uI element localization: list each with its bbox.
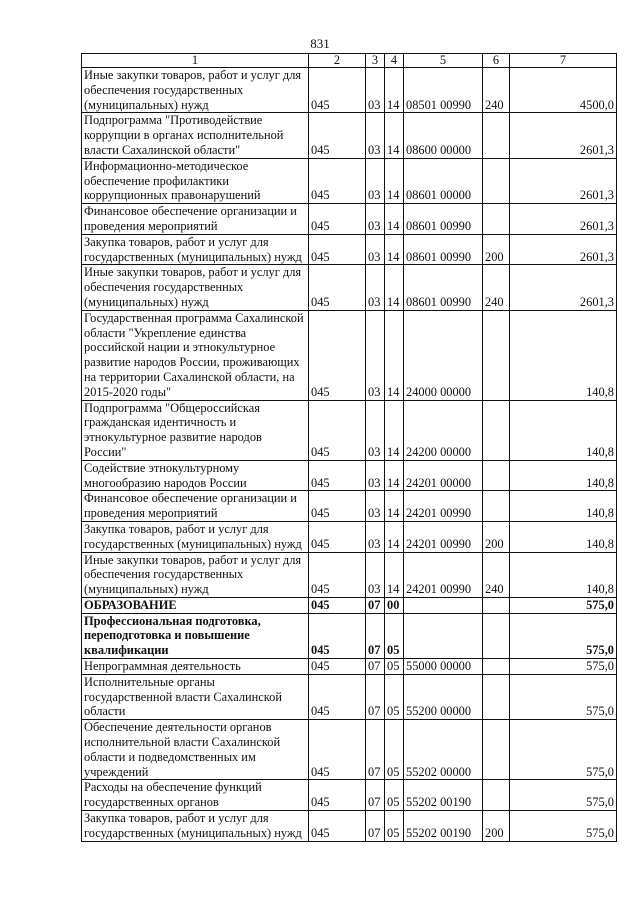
ministry-code: 045 (309, 613, 366, 658)
item-name: Содействие этнокультурному многообразию народов России (82, 460, 309, 491)
expense-type-code (483, 659, 510, 675)
expense-type-code: 240 (483, 68, 510, 113)
subsection-code: 14 (385, 204, 404, 235)
subsection-code: 14 (385, 460, 404, 491)
target-article-code: 24201 00990 (404, 491, 483, 522)
subsection-code: 14 (385, 113, 404, 158)
subsection-code: 14 (385, 265, 404, 310)
subsection-code: 05 (385, 720, 404, 780)
expense-type-code (483, 597, 510, 613)
subsection-code: 05 (385, 811, 404, 842)
section-code: 03 (366, 204, 385, 235)
expense-type-code (483, 310, 510, 400)
table-row (82, 780, 617, 811)
column-header: 5 (404, 54, 483, 68)
table-row (82, 158, 617, 203)
amount: 140,8 (510, 552, 617, 597)
ministry-code: 045 (309, 113, 366, 158)
target-article-code: 55000 00000 (404, 659, 483, 675)
amount: 575,0 (510, 674, 617, 719)
amount: 140,8 (510, 310, 617, 400)
section-code: 07 (366, 659, 385, 675)
item-name: ОБРАЗОВАНИЕ (82, 597, 309, 613)
table-row (82, 521, 617, 552)
target-article-code: 55202 00190 (404, 780, 483, 811)
ministry-code: 045 (309, 158, 366, 203)
item-name: Закупка товаров, работ и услуг для государственных (муниципальных) нужд (82, 521, 309, 552)
header-row (82, 54, 617, 68)
amount: 140,8 (510, 400, 617, 460)
ministry-code: 045 (309, 204, 366, 235)
ministry-code: 045 (309, 597, 366, 613)
amount: 2601,3 (510, 113, 617, 158)
section-code: 07 (366, 811, 385, 842)
item-name: Закупка товаров, работ и услуг для государственных (муниципальных) нужд (82, 234, 309, 265)
table-row (82, 310, 617, 400)
table-row (82, 491, 617, 522)
section-code: 07 (366, 780, 385, 811)
page-number: 831 (310, 36, 330, 51)
column-header: 4 (385, 54, 404, 68)
subsection-code: 14 (385, 158, 404, 203)
expense-type-code: 240 (483, 265, 510, 310)
ministry-code: 045 (309, 720, 366, 780)
table-row (82, 400, 617, 460)
target-article-code: 55200 00000 (404, 674, 483, 719)
target-article-code: 55202 00000 (404, 720, 483, 780)
amount: 575,0 (510, 780, 617, 811)
amount: 575,0 (510, 613, 617, 658)
table-row (82, 68, 617, 113)
target-article-code: 24201 00990 (404, 552, 483, 597)
item-name: Непрограммная деятельность (82, 659, 309, 675)
target-article-code: 24000 00000 (404, 310, 483, 400)
section-code: 03 (366, 265, 385, 310)
ministry-code: 045 (309, 521, 366, 552)
target-article-code: 24200 00000 (404, 400, 483, 460)
subsection-code: 14 (385, 400, 404, 460)
table-row (82, 265, 617, 310)
ministry-code: 045 (309, 491, 366, 522)
item-name: Расходы на обеспечение функций государственных органов (82, 780, 309, 811)
table-row (82, 234, 617, 265)
target-article-code: 08600 00000 (404, 113, 483, 158)
item-name: Иные закупки товаров, работ и услуг для обеспечения государственных (муниципальных) нужд (82, 265, 309, 310)
amount: 575,0 (510, 597, 617, 613)
section-code: 03 (366, 234, 385, 265)
section-code: 03 (366, 68, 385, 113)
target-article-code: 24201 00990 (404, 521, 483, 552)
column-header: 2 (309, 54, 366, 68)
item-name: Подпрограмма "Противодействие коррупции в органах исполнительной власти Сахалинской области" (82, 113, 309, 158)
item-name: Государственная программа Сахалинской области "Укрепление единства российской нации и этнокультурное развитие народов России, проживающих на территории Сахалинской области, на 2015-2020 годы" (82, 310, 309, 400)
expense-type-code: 240 (483, 552, 510, 597)
target-article-code: 55202 00190 (404, 811, 483, 842)
subsection-code: 05 (385, 659, 404, 675)
amount: 575,0 (510, 811, 617, 842)
item-name: Иные закупки товаров, работ и услуг для обеспечения государственных (муниципальных) нужд (82, 68, 309, 113)
subsection-code: 14 (385, 234, 404, 265)
expense-type-code (483, 720, 510, 780)
subsection-code: 14 (385, 491, 404, 522)
target-article-code (404, 613, 483, 658)
ministry-code: 045 (309, 780, 366, 811)
item-name: Финансовое обеспечение организации и проведения мероприятий (82, 491, 309, 522)
ministry-code: 045 (309, 68, 366, 113)
ministry-code: 045 (309, 659, 366, 675)
table-row (82, 113, 617, 158)
ministry-code: 045 (309, 460, 366, 491)
subsection-code: 14 (385, 552, 404, 597)
amount: 2601,3 (510, 234, 617, 265)
subsection-code: 00 (385, 597, 404, 613)
amount: 4500,0 (510, 68, 617, 113)
ministry-code: 045 (309, 310, 366, 400)
expense-type-code (483, 491, 510, 522)
amount: 2601,3 (510, 158, 617, 203)
expense-type-code (483, 674, 510, 719)
subsection-code: 05 (385, 613, 404, 658)
expense-type-code: 200 (483, 811, 510, 842)
expense-type-code (483, 613, 510, 658)
item-name: Информационно-методическое обеспечение профилактики коррупционных правонарушений (82, 158, 309, 203)
ministry-code: 045 (309, 674, 366, 719)
section-code: 07 (366, 674, 385, 719)
item-name: Финансовое обеспечение организации и проведения мероприятий (82, 204, 309, 235)
item-name: Подпрограмма "Общероссийская гражданская идентичность и этнокультурное развитие народов России" (82, 400, 309, 460)
item-name: Исполнительные органы государственной власти Сахалинской области (82, 674, 309, 719)
column-header: 3 (366, 54, 385, 68)
column-header: 7 (510, 54, 617, 68)
table-row (82, 613, 617, 658)
amount: 140,8 (510, 491, 617, 522)
amount: 575,0 (510, 720, 617, 780)
item-name: Профессиональная подготовка, переподготовка и повышение квалификации (82, 613, 309, 658)
table-row (82, 204, 617, 235)
item-name: Иные закупки товаров, работ и услуг для обеспечения государственных (муниципальных) нужд (82, 552, 309, 597)
ministry-code: 045 (309, 265, 366, 310)
section-code: 03 (366, 158, 385, 203)
target-article-code: 08601 00990 (404, 265, 483, 310)
expense-type-code (483, 780, 510, 811)
column-header: 6 (483, 54, 510, 68)
expense-type-code (483, 400, 510, 460)
table-row (82, 674, 617, 719)
expense-type-code: 200 (483, 234, 510, 265)
section-code: 03 (366, 521, 385, 552)
expense-type-code (483, 158, 510, 203)
ministry-code: 045 (309, 811, 366, 842)
amount: 2601,3 (510, 204, 617, 235)
ministry-code: 045 (309, 400, 366, 460)
table-row (82, 552, 617, 597)
table-row (82, 460, 617, 491)
section-code: 03 (366, 400, 385, 460)
amount: 140,8 (510, 460, 617, 491)
table-row (82, 597, 617, 613)
section-code: 03 (366, 113, 385, 158)
amount: 575,0 (510, 659, 617, 675)
ministry-code: 045 (309, 552, 366, 597)
column-header: 1 (82, 54, 309, 68)
target-article-code: 08501 00990 (404, 68, 483, 113)
target-article-code (404, 597, 483, 613)
item-name: Закупка товаров, работ и услуг для государственных (муниципальных) нужд (82, 811, 309, 842)
target-article-code: 24201 00000 (404, 460, 483, 491)
expense-type-code (483, 113, 510, 158)
target-article-code: 08601 00990 (404, 204, 483, 235)
item-name: Обеспечение деятельности органов исполнительной власти Сахалинской области и подведомственных им учреждений (82, 720, 309, 780)
section-code: 03 (366, 552, 385, 597)
section-code: 07 (366, 613, 385, 658)
section-code: 07 (366, 720, 385, 780)
target-article-code: 08601 00000 (404, 158, 483, 203)
amount: 140,8 (510, 521, 617, 552)
table-row (82, 659, 617, 675)
table-row (82, 720, 617, 780)
ministry-code: 045 (309, 234, 366, 265)
section-code: 03 (366, 310, 385, 400)
budget-table (81, 53, 617, 842)
expense-type-code: 200 (483, 521, 510, 552)
subsection-code: 14 (385, 310, 404, 400)
subsection-code: 14 (385, 521, 404, 552)
target-article-code: 08601 00990 (404, 234, 483, 265)
section-code: 07 (366, 597, 385, 613)
table-row (82, 811, 617, 842)
subsection-code: 05 (385, 674, 404, 719)
expense-type-code (483, 460, 510, 491)
subsection-code: 05 (385, 780, 404, 811)
section-code: 03 (366, 491, 385, 522)
amount: 2601,3 (510, 265, 617, 310)
subsection-code: 14 (385, 68, 404, 113)
expense-type-code (483, 204, 510, 235)
section-code: 03 (366, 460, 385, 491)
